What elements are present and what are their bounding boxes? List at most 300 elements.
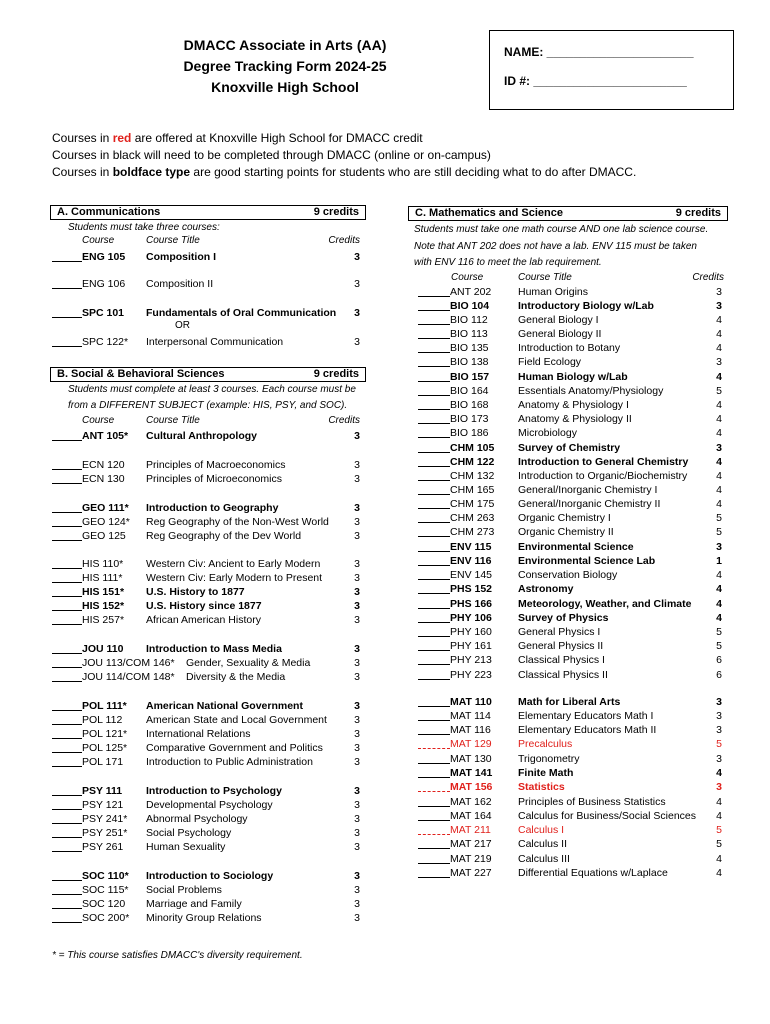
completion-blank[interactable] <box>52 880 82 881</box>
completion-blank[interactable] <box>418 720 450 721</box>
course-row <box>0 355 770 369</box>
bold-keyword: boldface type <box>112 165 191 179</box>
completion-blank[interactable] <box>418 480 450 481</box>
course-row <box>0 398 770 412</box>
course-credits: 3 <box>354 827 360 839</box>
course-code: GEO 124* <box>82 516 130 528</box>
completion-blank[interactable] <box>418 791 450 792</box>
course-credits: 3 <box>354 870 360 882</box>
completion-blank[interactable] <box>418 494 450 495</box>
completion-blank[interactable] <box>418 395 450 396</box>
course-code: BIO 157 <box>450 371 490 383</box>
course-row <box>0 795 770 809</box>
form-title <box>160 35 410 98</box>
section-a-note: Students must take three courses: <box>68 222 220 233</box>
course-credits: 3 <box>716 356 722 368</box>
course-title: Astronomy <box>518 583 574 595</box>
course-title: Human Biology w/Lab <box>518 371 628 383</box>
course-title: Microbiology <box>518 427 577 439</box>
completion-blank[interactable] <box>418 423 450 424</box>
course-code: MAT 211 <box>450 824 491 836</box>
completion-blank[interactable] <box>418 748 450 749</box>
course-title: U.S. History to 1877 <box>146 586 245 598</box>
course-credits: 3 <box>716 442 722 454</box>
course-code: ECN 130 <box>82 473 125 485</box>
course-credits: 4 <box>716 427 722 439</box>
course-code: CHM 175 <box>450 498 495 510</box>
course-title: Survey of Chemistry <box>518 442 621 454</box>
course-code: BIO 138 <box>450 356 489 368</box>
col-title: Course Title <box>518 272 572 283</box>
section-a-title: A. Communications <box>57 206 161 218</box>
course-credits: 3 <box>354 898 360 910</box>
course-credits: 6 <box>716 669 722 681</box>
course-code: GEO 125 <box>82 530 126 542</box>
completion-blank[interactable] <box>418 706 450 707</box>
course-credits: 3 <box>354 278 360 290</box>
course-code: MAT 162 <box>450 796 492 808</box>
course-code: BIO 173 <box>450 413 489 425</box>
course-credits: 3 <box>716 781 722 793</box>
course-title: Principles of Microeconomics <box>146 473 282 485</box>
course-title: Minority Group Relations <box>146 912 262 924</box>
course-code: POL 111* <box>82 700 127 712</box>
completion-blank[interactable] <box>52 261 82 262</box>
course-row <box>0 911 770 925</box>
course-credits: 3 <box>354 473 360 485</box>
course-code: PHS 152 <box>450 583 493 595</box>
completion-blank[interactable] <box>418 806 450 807</box>
course-code: PHY 106 <box>450 612 492 624</box>
course-code: BIO 135 <box>450 342 489 354</box>
course-row <box>0 469 770 483</box>
intro-line-2: Courses in black will need to be completed through DMACC (online or on-campus) <box>52 148 491 162</box>
course-title: Developmental Psychology <box>146 799 273 811</box>
course-title: Interpersonal Communication <box>146 336 284 348</box>
course-code: MAT 129 <box>450 738 492 750</box>
completion-blank[interactable] <box>418 324 450 325</box>
completion-blank[interactable] <box>418 763 450 764</box>
course-title: Principles of Macroeconomics <box>146 459 286 471</box>
col-credits: Credits <box>692 272 724 283</box>
course-credits: 4 <box>716 484 722 496</box>
course-title: Classical Physics II <box>518 669 608 681</box>
course-title: Conservation Biology <box>518 569 618 581</box>
section-b-note: Students must complete at least 3 courses. Each course must be from a DIFFERENT SUBJECT (example: HIS, PSY, and SOC). <box>68 384 356 411</box>
course-credits: 5 <box>716 526 722 538</box>
course-code: ANT 202 <box>450 286 492 298</box>
course-title: International Relations <box>146 728 251 740</box>
title-line: Knoxville High School <box>211 79 359 95</box>
section-c-note: Students must take one math course AND one lab science course. Note that ANT 202 does not have a lab. ENV 115 must be taken with ENV 116 to meet the lab requirement. <box>414 224 709 268</box>
course-code: MAT 156 <box>450 781 493 793</box>
course-row <box>0 497 770 511</box>
course-credits: 5 <box>716 626 722 638</box>
course-credits: 3 <box>354 884 360 896</box>
course-title: General/Inorganic Chemistry II <box>518 498 661 510</box>
course-row <box>0 653 770 667</box>
course-title: Introduction to Psychology <box>146 785 282 797</box>
course-row <box>0 709 770 723</box>
course-title: Environmental Science Lab <box>518 555 656 567</box>
course-title: General Physics II <box>518 640 604 652</box>
course-row <box>0 412 770 426</box>
course-credits: 3 <box>354 614 360 626</box>
completion-blank[interactable] <box>418 338 450 339</box>
completion-blank[interactable] <box>418 536 450 537</box>
completion-blank[interactable] <box>418 522 450 523</box>
course-code: MAT 116 <box>450 724 491 736</box>
completion-blank[interactable] <box>418 579 450 580</box>
course-title: Introduction to General Chemistry <box>518 456 689 468</box>
course-title: General Physics I <box>518 626 601 638</box>
course-credits: 3 <box>354 813 360 825</box>
course-code: SPC 122* <box>82 336 129 348</box>
course-code: POL 125* <box>82 742 128 754</box>
course-code: MAT 141 <box>450 767 493 779</box>
course-title: Statistics <box>518 781 565 793</box>
course-title: General Biology II <box>518 328 602 340</box>
course-title: Human Sexuality <box>146 841 226 853</box>
course-title: Marriage and Family <box>146 898 242 910</box>
section-c-title: C. Mathematics and Science <box>415 207 563 219</box>
completion-blank[interactable] <box>418 508 450 509</box>
course-code: MAT 227 <box>450 867 492 879</box>
course-row <box>0 695 770 709</box>
course-code: ANT 105* <box>82 430 129 442</box>
course-title: Organic Chemistry II <box>518 526 614 538</box>
course-credits: 5 <box>716 824 722 836</box>
course-code: JOU 114/COM 148* <box>82 671 175 683</box>
course-credits: 4 <box>716 796 722 808</box>
course-code: ENV 116 <box>450 555 492 567</box>
course-credits: 3 <box>354 586 360 598</box>
course-credits: 4 <box>716 583 722 595</box>
course-code: SOC 120 <box>82 898 126 910</box>
course-code: MAT 114 <box>450 710 491 722</box>
course-credits: 4 <box>716 328 722 340</box>
course-credits: 3 <box>354 657 360 669</box>
course-title: U.S. History since 1877 <box>146 600 262 612</box>
course-code: CHM 105 <box>450 442 495 454</box>
title-line: Degree Tracking Form 2024-25 <box>183 58 387 74</box>
course-row <box>0 568 770 582</box>
title-line: DMACC Associate in Arts (AA) <box>183 37 387 53</box>
course-title: Elementary Educators Math I <box>518 710 654 722</box>
course-code: PHY 223 <box>450 669 492 681</box>
course-credits: 5 <box>716 640 722 652</box>
col-credits: Credits <box>328 235 360 246</box>
course-code: PSY 261 <box>82 841 124 853</box>
completion-blank[interactable] <box>418 466 450 467</box>
course-code: ECN 120 <box>82 459 125 471</box>
course-row <box>0 823 770 837</box>
course-title: Introduction to Mass Media <box>146 643 282 655</box>
course-code: MAT 164 <box>450 810 492 822</box>
course-code: MAT 130 <box>450 753 492 765</box>
course-row <box>0 780 770 794</box>
course-code: CHM 273 <box>450 526 495 538</box>
course-row <box>0 299 770 313</box>
completion-blank[interactable] <box>418 381 450 382</box>
completion-blank[interactable] <box>418 650 450 651</box>
course-code: ENG 105 <box>82 251 126 263</box>
course-title: African American History <box>146 614 261 626</box>
course-row <box>0 852 770 866</box>
course-title: Classical Physics I <box>518 654 605 666</box>
course-row <box>0 766 770 780</box>
course-credits: 3 <box>716 724 722 736</box>
completion-blank[interactable] <box>418 848 450 849</box>
course-title: American State and Local Government <box>146 714 327 726</box>
completion-blank[interactable] <box>418 679 450 680</box>
completion-blank[interactable] <box>418 437 450 438</box>
course-row <box>0 285 770 299</box>
course-credits: 5 <box>716 738 722 750</box>
course-title: Fundamentals of Oral Communication <box>146 307 337 319</box>
course-row <box>0 809 770 823</box>
course-code: BIO 164 <box>450 385 489 397</box>
name-field[interactable]: NAME: ______________________ <box>504 45 694 59</box>
course-row <box>0 441 770 455</box>
or-separator: OR <box>175 320 190 331</box>
course-credits: 6 <box>716 654 722 666</box>
course-row <box>0 554 770 568</box>
completion-blank[interactable] <box>418 452 450 453</box>
course-code: PHY 160 <box>450 626 492 638</box>
course-code: POL 121* <box>82 728 128 740</box>
course-code: HIS 110* <box>82 558 124 570</box>
course-title: Trigonometry <box>518 753 580 765</box>
course-credits: 3 <box>354 530 360 542</box>
course-code: CHM 132 <box>450 470 495 482</box>
completion-blank[interactable] <box>418 551 450 552</box>
course-credits: 3 <box>354 841 360 853</box>
course-credits: 3 <box>354 714 360 726</box>
completion-blank[interactable] <box>418 366 450 367</box>
course-title: Composition II <box>146 278 214 290</box>
course-code: SOC 200* <box>82 912 130 924</box>
completion-blank[interactable] <box>418 664 450 665</box>
completion-blank[interactable] <box>418 565 450 566</box>
course-title: Diversity & the Media <box>186 671 286 683</box>
completion-blank[interactable] <box>418 593 450 594</box>
col-credits: Credits <box>328 415 360 426</box>
course-credits: 3 <box>354 516 360 528</box>
course-code: PHS 166 <box>450 598 493 610</box>
course-code: POL 171 <box>82 756 124 768</box>
course-title: Introduction to Organic/Biochemistry <box>518 470 688 482</box>
course-title: Introductory Biology w/Lab <box>518 300 654 312</box>
course-row <box>0 511 770 525</box>
course-credits: 3 <box>354 502 360 514</box>
completion-blank[interactable] <box>418 296 450 297</box>
course-credits: 3 <box>716 710 722 722</box>
course-row <box>0 370 770 384</box>
course-title: General/Inorganic Chemistry I <box>518 484 658 496</box>
course-row <box>0 639 770 653</box>
course-row <box>0 341 770 355</box>
completion-blank[interactable] <box>52 908 82 909</box>
course-code: MAT 219 <box>450 853 492 865</box>
completion-blank[interactable] <box>418 877 450 878</box>
course-credits: 3 <box>716 753 722 765</box>
course-title: Organic Chemistry I <box>518 512 611 524</box>
course-code: HIS 257* <box>82 614 125 626</box>
completion-blank[interactable] <box>418 622 450 623</box>
completion-blank[interactable] <box>418 636 450 637</box>
course-credits: 4 <box>716 498 722 510</box>
course-row <box>0 883 770 897</box>
completion-blank[interactable] <box>52 894 82 895</box>
course-credits: 3 <box>354 459 360 471</box>
course-title: Elementary Educators Math II <box>518 724 657 736</box>
course-credits: 4 <box>716 853 722 865</box>
course-title: Anatomy & Physiology I <box>518 399 629 411</box>
section-b-title: B. Social & Behavioral Sciences <box>57 368 225 380</box>
course-code: HIS 152* <box>82 600 125 612</box>
course-credits: 3 <box>354 430 360 442</box>
completion-blank[interactable] <box>418 608 450 609</box>
course-title: Human Origins <box>518 286 589 298</box>
course-title: Anatomy & Physiology II <box>518 413 632 425</box>
course-title: Calculus for Business/Social Sciences <box>518 810 696 822</box>
col-title: Course Title <box>146 235 200 246</box>
col-course: Course <box>82 415 115 426</box>
course-row <box>0 611 770 625</box>
course-title: Western Civ: Ancient to Early Modern <box>146 558 321 570</box>
course-title: Introduction to Botany <box>518 342 621 354</box>
completion-blank[interactable] <box>418 834 450 835</box>
course-row <box>0 897 770 911</box>
course-title: Gender, Sexuality & Media <box>186 657 311 669</box>
student-info-box <box>489 30 734 110</box>
col-course: Course <box>82 235 115 246</box>
course-row <box>0 597 770 611</box>
course-code: ENV 115 <box>450 541 492 553</box>
col-course: Course <box>451 272 484 283</box>
completion-blank[interactable] <box>418 734 450 735</box>
course-code: PHY 213 <box>450 654 492 666</box>
course-code: PSY 121 <box>82 799 124 811</box>
section-a-header <box>50 205 366 220</box>
course-credits: 3 <box>354 558 360 570</box>
course-row <box>0 625 770 639</box>
course-title: Survey of Physics <box>518 612 609 624</box>
course-credits: 3 <box>716 300 722 312</box>
course-title: Social Problems <box>146 884 222 896</box>
course-credits: 3 <box>354 912 360 924</box>
course-credits: 4 <box>716 810 722 822</box>
course-title: Calculus III <box>518 853 570 865</box>
course-code: CHM 122 <box>450 456 495 468</box>
course-credits: 4 <box>716 612 722 624</box>
course-code: BIO 104 <box>450 300 490 312</box>
section-c-credits: 9 credits <box>675 207 721 219</box>
course-code: SOC 115* <box>82 884 129 896</box>
diversity-footnote: * = This course satisfies DMACC's diversity requirement. <box>52 950 303 961</box>
course-credits: 3 <box>354 700 360 712</box>
course-title: Western Civ: Early Modern to Present <box>146 572 323 584</box>
course-row <box>0 384 770 398</box>
course-code: BIO 113 <box>450 328 488 340</box>
course-title: Math for Liberal Arts <box>518 696 621 708</box>
completion-blank[interactable] <box>52 922 82 923</box>
course-code: ENG 106 <box>82 278 126 290</box>
course-credits: 5 <box>716 385 722 397</box>
course-title: Principles of Business Statistics <box>518 796 666 808</box>
course-code: CHM 165 <box>450 484 495 496</box>
course-code: BIO 112 <box>450 314 488 326</box>
course-code: SPC 101 <box>82 307 125 319</box>
course-code: BIO 186 <box>450 427 489 439</box>
course-credits: 4 <box>716 342 722 354</box>
course-title: Calculus II <box>518 838 568 850</box>
course-title: Differential Equations w/Laplace <box>518 867 668 879</box>
course-credits: 3 <box>354 671 360 683</box>
id-field[interactable]: ID #: _______________________ <box>504 74 687 88</box>
course-title: Essentials Anatomy/Physiology <box>518 385 664 397</box>
course-credits: 4 <box>716 569 722 581</box>
course-title: Composition I <box>146 251 216 263</box>
course-title: Introduction to Public Administration <box>146 756 313 768</box>
course-row <box>0 426 770 440</box>
course-credits: 4 <box>716 470 722 482</box>
course-title: Reg Geography of the Non-West World <box>146 516 329 528</box>
course-code: PHY 161 <box>450 640 492 652</box>
intro-line-3: Courses in boldface type are good starting points for students who are still deciding what to do after DMACC. <box>52 165 637 179</box>
course-code: PSY 111 <box>82 785 123 797</box>
course-credits: 3 <box>354 572 360 584</box>
course-code: JOU 110 <box>82 643 124 655</box>
course-credits: 4 <box>716 867 722 879</box>
course-row <box>0 668 770 682</box>
course-credits: 3 <box>354 307 360 319</box>
course-title: Field Ecology <box>518 356 582 368</box>
course-credits: 3 <box>354 728 360 740</box>
course-row <box>0 723 770 737</box>
course-credits: 4 <box>716 598 722 610</box>
course-credits: 3 <box>354 756 360 768</box>
course-code: BIO 168 <box>450 399 489 411</box>
course-credits: 4 <box>716 413 722 425</box>
course-credits: 3 <box>354 251 360 263</box>
course-credits: 3 <box>716 541 722 553</box>
course-code: MAT 110 <box>450 696 492 708</box>
completion-blank[interactable] <box>418 820 450 821</box>
completion-blank[interactable] <box>418 310 450 311</box>
course-credits: 4 <box>716 399 722 411</box>
course-title: Finite Math <box>518 767 574 779</box>
course-row <box>0 313 770 327</box>
course-row <box>0 525 770 539</box>
course-title: Calculus I <box>518 824 565 836</box>
course-credits: 3 <box>716 286 722 298</box>
course-code: HIS 111* <box>82 572 123 584</box>
course-title: Abnormal Psychology <box>146 813 248 825</box>
course-credits: 3 <box>354 799 360 811</box>
course-credits: 4 <box>716 314 722 326</box>
course-title: Comparative Government and Politics <box>146 742 323 754</box>
course-code: MAT 217 <box>450 838 492 850</box>
course-code: ENV 145 <box>450 569 493 581</box>
completion-blank[interactable] <box>418 409 450 410</box>
course-code: POL 112 <box>82 714 123 726</box>
completion-blank[interactable] <box>418 863 450 864</box>
completion-blank[interactable] <box>418 777 450 778</box>
completion-blank[interactable] <box>418 352 450 353</box>
course-credits: 3 <box>354 336 360 348</box>
